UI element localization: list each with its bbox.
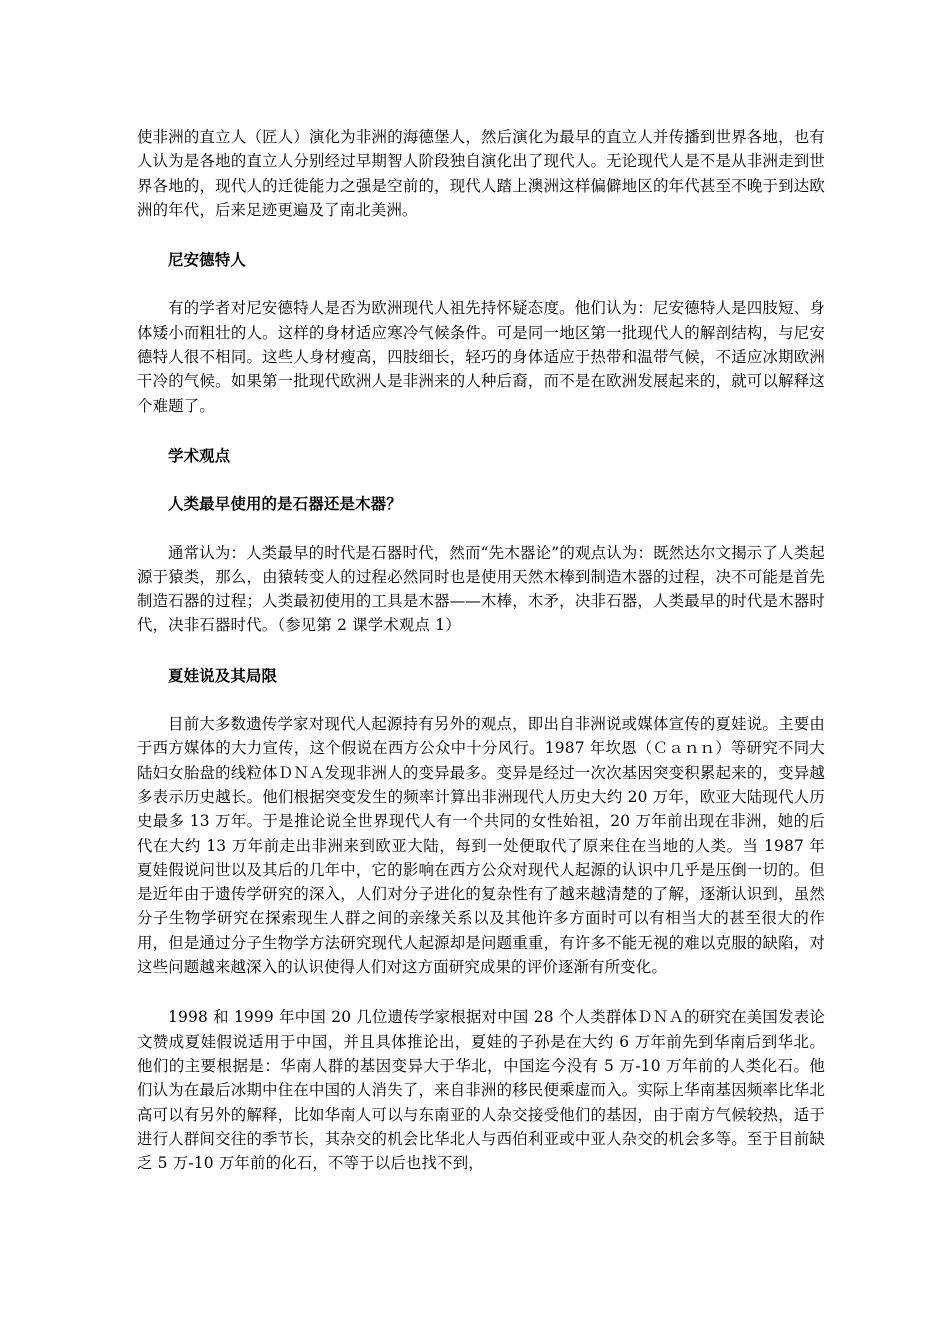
heading-neanderthal: 尼安德特人 — [168, 251, 246, 270]
paragraph-china-geneticists: 1998 和 1999 年中国 20 几位遗传学家根据对中国 28 个人类群体ＤＮＡ的研究在美国发表论文赞成夏娃假说适用于中国，并且具体推论出，夏娃的子孙是在大约 6 万年前先到华南后到华北。他们的主要根据是：华南人群的基因变异大于华北，中国迄今没有 5 万-10 万年前的人类化石。他们认为在最后冰期中住在中国的人消失了，来自非洲的移民便乘虚而入。实际上华南基因频率比华北高可以有另外的解释，比如华南人可以与东南亚的人杂交接受他们的基因，由于南方气候较热，适于进行人群间交往的季节长，其杂交的机会比华北人与西伯利亚或中亚人杂交的机会多等。至于目前缺乏 5 万-10 万年前的化石，不等于以后也找不到， — [137, 1008, 825, 1173]
heading-eve-hypothesis: 夏娃说及其局限 — [168, 666, 278, 685]
paragraph-eve-hypothesis: 目前大多数遗传学家对现代人起源持有另外的观点，即出自非洲说或媒体宣传的夏娃说。主要由于西方媒体的大力宣传，这个假说在西方公众中十分风行。1987 年坎恩（Ｃａｎｎ）等研究不同大陆妇女胎盘的线粒体ＤＮＡ发现非洲人的变异最多。变异是经过一次次基因突变积累起来的，变异越多表示历史越长。他们根据突变发生的频率计算出非洲现代人历史大约 20 万年，欧亚大陆现代人历史最多 13 万年。于是推论说全世界现代人有一个共同的女性始祖，20 万年前出现在非洲，她的后代在大约 13 万年前走出非洲来到欧亚大陆，每到一处便取代了原来住在当地的人类。当 1987 年夏娃假说问世以及其后的几年中，它的影响在西方公众对现代人起源的认识中几乎是压倒一切的。但是近年由于遗传学研究的深入，人们对分子进化的复杂性有了越来越清楚的了解，逐渐认识到，虽然分子生物学研究在探索现生人群之间的亲缘关系以及其他许多方面时可以有相当大的甚至很大的作用，但是通过分子生物学方法研究现代人起源却是问题重重，有许多不能无视的难以克服的缺陷，对这些问题越来越深入的认识使得人们对这方面研究成果的评价逐渐有所变化。 — [137, 715, 825, 977]
document-page — [137, 125, 825, 1175]
spacer — [137, 517, 825, 541]
spacer — [137, 468, 825, 492]
spacer — [137, 638, 825, 664]
spacer — [137, 222, 825, 248]
spacer — [137, 272, 825, 296]
heading-stone-or-wood-tools: 人类最早使用的是石器还是木器？ — [168, 495, 402, 514]
heading-academic-views: 学术观点 — [168, 446, 231, 465]
spacer — [137, 979, 825, 1005]
spacer — [137, 418, 825, 444]
paragraph-wood-tools-theory: 通常认为：人类最早的时代是石器时代，然而“先木器论”的观点认为：既然达尔文揭示了人类起源于猿类，那么，由猿转变人的过程必然同时也是使用天然木棒到制造木器的过程，决不可能是首先制造石器的过程；人类最初使用的工具是木器——木棒，木矛，决非石器，人类最早的时代是木器时代，决非石器时代。（参见第 2 课学术观点 1） — [137, 543, 825, 635]
paragraph-modern-human-migration: 使非洲的直立人（匠人）演化为非洲的海德堡人，然后演化为最早的直立人并传播到世界各地，也有人认为是各地的直立人分别经过早期智人阶段独自演化出了现代人。无论现代人是不是从非洲走到世界各地的，现代人的迁徙能力之强是空前的，现代人踏上澳洲这样偏僻地区的年代甚至不晚于到达欧洲的年代，后来足迹更遍及了南北美洲。 — [137, 128, 825, 219]
paragraph-neanderthal: 有的学者对尼安德特人是否为欧洲现代人祖先持怀疑态度。他们认为：尼安德特人是四肢短、身体矮小而粗壮的人。这样的身材适应寒冷气候条件。可是同一地区第一批现代人的解剖结构，与尼安德特人很不相同。这些人身材瘦高，四肢细长，轻巧的身体适应于热带和温带气候，不适应冰期欧洲干冷的气候。如果第一批现代欧洲人是非洲来的人种后裔，而不是在欧洲发展起来的，就可以解释这个难题了。 — [137, 299, 825, 415]
spacer — [137, 688, 825, 712]
